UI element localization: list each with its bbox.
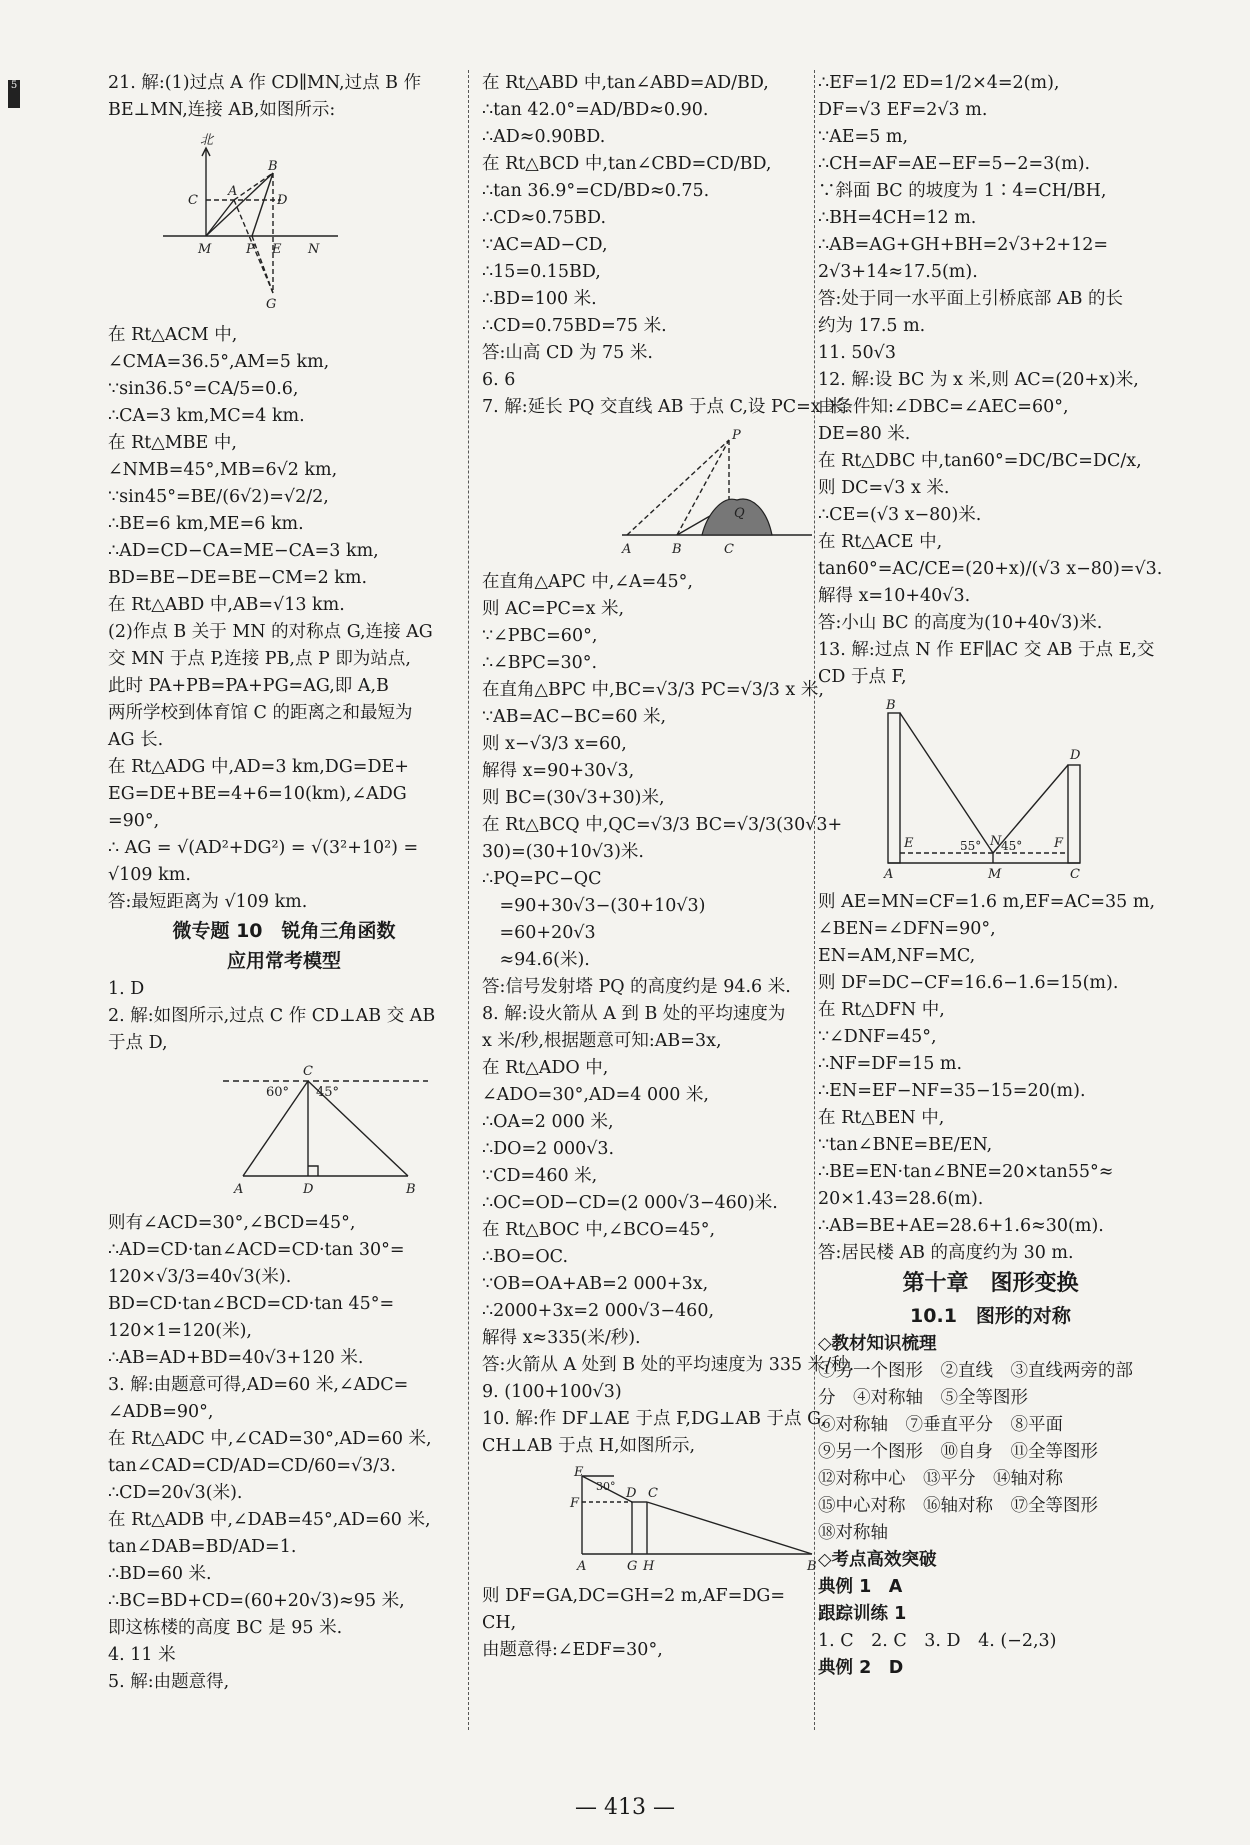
text-line: ∴DO=2 000√3. <box>482 1139 615 1159</box>
figure-triangle-cd-ab <box>148 1061 478 1201</box>
text-line: ∴2000+3x=2 000√3−460, <box>482 1301 715 1321</box>
text-line: 解得 x=10+40√3. <box>818 586 971 606</box>
svg-text:A: A <box>622 542 632 557</box>
text-line: 由题意得:∠EDF=30°, <box>482 1640 663 1660</box>
text-line: ∴tan 36.9°=CD/BD≈0.75. <box>482 181 710 201</box>
svg-text:45°: 45° <box>1001 839 1023 853</box>
figure-signal-tower <box>522 425 842 560</box>
problem-line: 4. 11 米 <box>108 1645 176 1665</box>
column-3 <box>818 70 1163 1682</box>
text-line: ∴AD=CD−CA=ME−CA=3 km, <box>108 541 379 561</box>
text-line: ⑮中心对称 ⑯轴对称 ⑰全等图形 <box>818 1496 1098 1516</box>
svg-text:A: A <box>577 1559 587 1574</box>
text-line: ∵sin45°=BE/(6√2)=√2/2, <box>108 487 329 507</box>
svg-text:C: C <box>648 1486 658 1501</box>
text-line: 此时 PA+PB=PA+PG=AG,即 A,B <box>108 676 389 696</box>
svg-text:F: F <box>1054 836 1064 851</box>
text-line: 答:最短距离为 √109 km. <box>108 892 308 912</box>
bold-label: ◇教材知识梳理 <box>818 1334 937 1354</box>
text-line: 在 Rt△BEN 中, <box>818 1108 945 1128</box>
text-line: 则 AC=PC=x 米, <box>482 599 625 619</box>
bold-label: ◇考点高效突破 <box>818 1550 937 1570</box>
svg-text:F: F <box>570 1496 580 1511</box>
problem-line: 2. 解:如图所示,过点 C 作 CD⊥AB 交 AB <box>108 1006 436 1026</box>
text-line: ∵AC=AD−CD, <box>482 235 608 255</box>
text-line: 答:火箭从 A 处到 B 处的平均速度为 335 米/秒. <box>482 1355 855 1375</box>
text-line: ∴AB=AD+BD=40√3+120 米. <box>108 1348 364 1368</box>
svg-text:B: B <box>807 1559 817 1574</box>
svg-text:B: B <box>672 542 682 557</box>
svg-text:G: G <box>627 1559 638 1574</box>
text-line: ∴BD=60 米. <box>108 1564 212 1584</box>
problem-line: 13. 解:过点 N 作 EF∥AC 交 AB 于点 E,交 <box>818 640 1155 660</box>
text-line: ∵AE=5 m, <box>818 127 909 147</box>
bold-label: 典例 1 A <box>818 1577 903 1597</box>
text-line: 在 Rt△ACM 中, <box>108 325 238 345</box>
page-number: — 413 — <box>575 1795 675 1820</box>
text-line: 在 Rt△BCD 中,tan∠CBD=CD/BD, <box>482 154 772 174</box>
text-line: ∵∠PBC=60°, <box>482 626 598 646</box>
text-line: tan60°=AC/CE=(20+x)/(√3 x−80)=√3. <box>818 559 1163 579</box>
svg-text:H: H <box>643 1559 655 1574</box>
text-line: 则 x−√3/3 x=60, <box>482 734 627 754</box>
section-heading: 微专题 10 锐角三角函数 <box>172 920 396 942</box>
text-line: ∠ADO=30°,AD=4 000 米, <box>482 1085 709 1105</box>
text-line: 在直角△APC 中,∠A=45°, <box>482 572 693 592</box>
text-line: 约为 17.5 m. <box>818 316 926 336</box>
text-line: ∴AB=AG+GH+BH=2√3+2+12= <box>818 235 1109 255</box>
svg-text:A: A <box>228 184 238 199</box>
text-line: ∴BO=OC. <box>482 1247 569 1267</box>
text-line: ∴AB=BE+AE=28.6+1.6≈30(m). <box>818 1216 1104 1236</box>
svg-text:C: C <box>724 542 734 557</box>
text-line: CH, <box>482 1613 517 1633</box>
text-line: ∴CD≈0.75BD. <box>482 208 607 228</box>
svg-text:P: P <box>246 242 255 257</box>
text-line: BD=BE−DE=BE−CM=2 km. <box>108 568 368 588</box>
text-line: 解得 x=90+30√3, <box>482 761 635 781</box>
text-line: ∴tan 42.0°=AD/BD≈0.90. <box>482 100 709 120</box>
figure-wrapper <box>482 421 812 569</box>
text-line: ∴ AG = √(AD²+DG²) = √(3²+10²) = <box>108 838 419 858</box>
text-line: 30)=(30+10√3)米. <box>482 842 644 862</box>
svg-text:Q: Q <box>734 506 745 521</box>
text-line: 解得 x≈335(米/秒). <box>482 1328 641 1348</box>
text-line: 则 DF=GA,DC=GH=2 m,AF=DG= <box>482 1586 786 1606</box>
svg-text:B: B <box>886 698 896 713</box>
text-line: ∠ADB=90°, <box>108 1402 214 1422</box>
text-line: ∴15=0.15BD, <box>482 262 601 282</box>
text-line: ∴OC=OD−CD=(2 000√3−460)米. <box>482 1193 778 1213</box>
text-line: 120×1=120(米), <box>108 1321 252 1341</box>
figure-bridge-slope <box>522 1464 842 1574</box>
svg-text:G: G <box>266 297 277 312</box>
svg-text:E: E <box>272 242 282 257</box>
text-line: CD 于点 F, <box>818 667 907 687</box>
text-line: ⑫对称中心 ⑬平分 ⑭轴对称 <box>818 1469 1063 1489</box>
text-line: ∴CA=3 km,MC=4 km. <box>108 406 305 426</box>
text-line: ∵tan∠BNE=BE/EN, <box>818 1135 993 1155</box>
text-line: 120×√3/3=40√3(米). <box>108 1267 292 1287</box>
text-line: tan∠CAD=CD/AD=CD/60=√3/3. <box>108 1456 396 1476</box>
text-line: ∴BE=6 km,ME=6 km. <box>108 514 304 534</box>
text-line: ∴∠BPC=30°. <box>482 653 598 673</box>
text-line: =60+20√3 <box>482 923 596 943</box>
text-line: 在 Rt△ADB 中,∠DAB=45°,AD=60 米, <box>108 1510 431 1530</box>
text-line: 交 MN 于点 P,连接 PB,点 P 即为站点, <box>108 649 411 669</box>
text-line: 在 Rt△ABD 中,AB=√13 km. <box>108 595 345 615</box>
text-line: ∵AB=AC−BC=60 米, <box>482 707 667 727</box>
svg-text:55°: 55° <box>960 839 982 853</box>
problem-line: 5. 解:由题意得, <box>108 1672 230 1692</box>
column-1 <box>108 70 460 1696</box>
svg-text:B: B <box>268 159 278 174</box>
text-line: 20×1.43=28.6(m). <box>818 1189 984 1209</box>
text-line: 则 DC=√3 x 米. <box>818 478 950 498</box>
svg-text:45°: 45° <box>316 1085 340 1100</box>
figure-bearing-diagram <box>148 128 348 313</box>
text-line: 则 DF=DC−CF=16.6−1.6=15(m). <box>818 973 1119 993</box>
text-line: 答:山高 CD 为 75 米. <box>482 343 653 363</box>
svg-text:C: C <box>188 193 198 208</box>
text-line: ∴AD=CD·tan∠ACD=CD·tan 30°= <box>108 1240 405 1260</box>
text-line: tan∠DAB=BD/AD=1. <box>108 1537 297 1557</box>
text-line: ∠CMA=36.5°,AM=5 km, <box>108 352 330 372</box>
problem-line: 11. 50√3 <box>818 343 896 363</box>
text-line: 即这栋楼的高度 BC 是 95 米. <box>108 1618 343 1638</box>
svg-text:E: E <box>904 836 914 851</box>
svg-text:D: D <box>1070 748 1081 763</box>
text-line: ∠NMB=45°,MB=6√2 km, <box>108 460 338 480</box>
text-line: AG 长. <box>108 730 164 750</box>
text-line: 答:居民楼 AB 的高度约为 30 m. <box>818 1243 1074 1263</box>
text-line: ∴BE=EN·tan∠BNE=20×tan55°≈ <box>818 1162 1114 1182</box>
text-line: BD=CD·tan∠BCD=CD·tan 45°= <box>108 1294 395 1314</box>
text-line: =90°, <box>108 811 160 831</box>
text-line: ⑥对称轴 ⑦垂直平分 ⑧平面 <box>818 1415 1063 1435</box>
text-line: BE⊥MN,连接 AB,如图所示: <box>108 100 336 120</box>
subsection-heading: 10.1 图形的对称 <box>910 1305 1071 1327</box>
problem-line: 1. D <box>108 979 145 999</box>
text-line: ∴BH=4CH=12 m. <box>818 208 977 228</box>
svg-text:D: D <box>626 1486 637 1501</box>
svg-text:北: 北 <box>200 133 214 148</box>
text-line: 在直角△BPC 中,BC=√3/3 PC=√3/3 x 米, <box>482 680 824 700</box>
section-heading: 应用常考模型 <box>226 950 341 972</box>
text-line: 则 AE=MN=CF=1.6 m,EF=AC=35 m, <box>818 892 1156 912</box>
text-line: 在 Rt△DFN 中, <box>818 1000 945 1020</box>
text-line: ∴EF=1/2 ED=1/2×4=2(m), <box>818 73 1060 93</box>
bold-label: 典例 2 D <box>818 1658 904 1678</box>
text-line: ≈94.6(米). <box>482 950 590 970</box>
svg-text:N: N <box>990 834 1002 849</box>
text-line: ∴BC=BD+CD=(60+20√3)≈95 米, <box>108 1591 405 1611</box>
text-line: DF=√3 EF=2√3 m. <box>818 100 988 120</box>
text-line: 在 Rt△ABD 中,tan∠ABD=AD/BD, <box>482 73 769 93</box>
svg-text:D: D <box>277 193 288 208</box>
text-line: ∴BD=100 米. <box>482 289 597 309</box>
text-line: ∵CD=460 米, <box>482 1166 598 1186</box>
text-line: DE=80 米. <box>818 424 911 444</box>
problem-line: 3. 解:由题意可得,AD=60 米,∠ADC= <box>108 1375 409 1395</box>
problem-line: 1. C 2. C 3. D 4. (−2,3) <box>818 1631 1057 1651</box>
figure-wrapper <box>108 124 460 322</box>
text-line: ∴EN=EF−NF=35−15=20(m). <box>818 1081 1086 1101</box>
svg-text:E: E <box>574 1465 584 1480</box>
figure-wrapper <box>108 1057 460 1210</box>
text-line: x 米/秒,根据题意可知:AB=3x, <box>482 1031 722 1051</box>
svg-text:B: B <box>406 1182 416 1197</box>
figure-wrapper <box>482 1460 817 1583</box>
text-line: 答:信号发射塔 PQ 的高度约是 94.6 米. <box>482 977 791 997</box>
problem-line: 6. 6 <box>482 370 516 390</box>
text-line: 答:处于同一水平面上引桥底部 AB 的长 <box>818 289 1124 309</box>
problem-line: 9. (100+100√3) <box>482 1382 622 1402</box>
text-line: 在 Rt△ADC 中,∠CAD=30°,AD=60 米, <box>108 1429 432 1449</box>
text-line: =90+30√3−(30+10√3) <box>482 896 706 916</box>
text-line: ∴CD=20√3(米). <box>108 1483 243 1503</box>
text-line: ∴CD=0.75BD=75 米. <box>482 316 667 336</box>
svg-text:N: N <box>308 242 320 257</box>
text-line: 在 Rt△DBC 中,tan60°=DC/BC=DC/x, <box>818 451 1142 471</box>
text-line: 在 Rt△ADG 中,AD=3 km,DG=DE+ <box>108 757 409 777</box>
text-line: ∴CH=AF=AE−EF=5−2=3(m). <box>818 154 1091 174</box>
text-line: ∴NF=DF=15 m. <box>818 1054 963 1074</box>
svg-text:M: M <box>198 242 212 257</box>
text-line: ∠BEN=∠DFN=90°, <box>818 919 996 939</box>
text-line: 2√3+14≈17.5(m). <box>818 262 978 282</box>
text-line: 则有∠ACD=30°,∠BCD=45°, <box>108 1213 356 1233</box>
svg-text:60°: 60° <box>266 1085 290 1100</box>
problem-line: 7. 解:延长 PQ 交直线 AB 于点 C,设 PC=x 米. <box>482 397 850 417</box>
text-line: ∴CE=(√3 x−80)米. <box>818 505 982 525</box>
problem-line: 10. 解:作 DF⊥AE 于点 F,DG⊥AB 于点 G, <box>482 1409 827 1429</box>
text-line: 则 BC=(30√3+30)米, <box>482 788 665 808</box>
text-line: ∴PQ=PC−QC <box>482 869 602 889</box>
problem-line: 8. 解:设火箭从 A 到 B 处的平均速度为 <box>482 1004 786 1024</box>
text-line: EN=AM,NF=MC, <box>818 946 976 966</box>
svg-text:C: C <box>303 1064 313 1079</box>
text-line: 答:小山 BC 的高度为(10+40√3)米. <box>818 613 1103 633</box>
column-divider-1 <box>468 70 469 1730</box>
text-line: ①另一个图形 ②直线 ③直线两旁的部 <box>818 1361 1133 1381</box>
text-line: 在 Rt△BCQ 中,QC=√3/3 BC=√3/3(30√3+ <box>482 815 843 835</box>
text-line: √109 km. <box>108 865 191 885</box>
figure-wrapper <box>818 691 1163 889</box>
figure-building-height <box>818 695 1148 880</box>
svg-text:M: M <box>988 867 1002 882</box>
svg-text:30°: 30° <box>596 1480 616 1493</box>
text-line: ∵OB=OA+AB=2 000+3x, <box>482 1274 709 1294</box>
text-line: 由条件知:∠DBC=∠AEC=60°, <box>818 397 1069 417</box>
text-line: 在 Rt△BOC 中,∠BCO=45°, <box>482 1220 716 1240</box>
text-line: EG=DE+BE=4+6=10(km),∠ADG <box>108 784 407 804</box>
svg-text:C: C <box>1070 867 1080 882</box>
text-line: ∵∠DNF=45°, <box>818 1027 937 1047</box>
problem-line: 21. 解:(1)过点 A 作 CD∥MN,过点 B 作 <box>108 73 422 93</box>
text-line: (2)作点 B 关于 MN 的对称点 G,连接 AG <box>108 622 433 642</box>
text-line: ∵sin36.5°=CA/5=0.6, <box>108 379 299 399</box>
text-line: ∴OA=2 000 米, <box>482 1112 614 1132</box>
chapter-heading: 第十章 图形变换 <box>902 1271 1079 1296</box>
text-line: ∵斜面 BC 的坡度为 1∶4=CH/BH, <box>818 181 1107 201</box>
text-line: ⑨另一个图形 ⑩自身 ⑪全等图形 <box>818 1442 1098 1462</box>
text-line: 在 Rt△MBE 中, <box>108 433 237 453</box>
svg-text:A: A <box>234 1182 244 1197</box>
text-line: ∴AD≈0.90BD. <box>482 127 606 147</box>
svg-text:D: D <box>303 1182 314 1197</box>
page-edge-tab: 5 <box>8 80 20 108</box>
text-line: 在 Rt△ADO 中, <box>482 1058 609 1078</box>
svg-text:P: P <box>732 428 741 443</box>
svg-text:A: A <box>884 867 894 882</box>
text-line: 于点 D, <box>108 1033 168 1053</box>
problem-line: 12. 解:设 BC 为 x 米,则 AC=(20+x)米, <box>818 370 1139 390</box>
text-line: CH⊥AB 于点 H,如图所示, <box>482 1436 696 1456</box>
text-line: 在 Rt△ACE 中, <box>818 532 943 552</box>
text-line: 分 ④对称轴 ⑤全等图形 <box>818 1388 1028 1408</box>
text-line: ⑱对称轴 <box>818 1523 888 1543</box>
bold-label: 跟踪训练 1 <box>818 1604 907 1624</box>
text-line: 两所学校到体育馆 C 的距离之和最短为 <box>108 703 413 723</box>
